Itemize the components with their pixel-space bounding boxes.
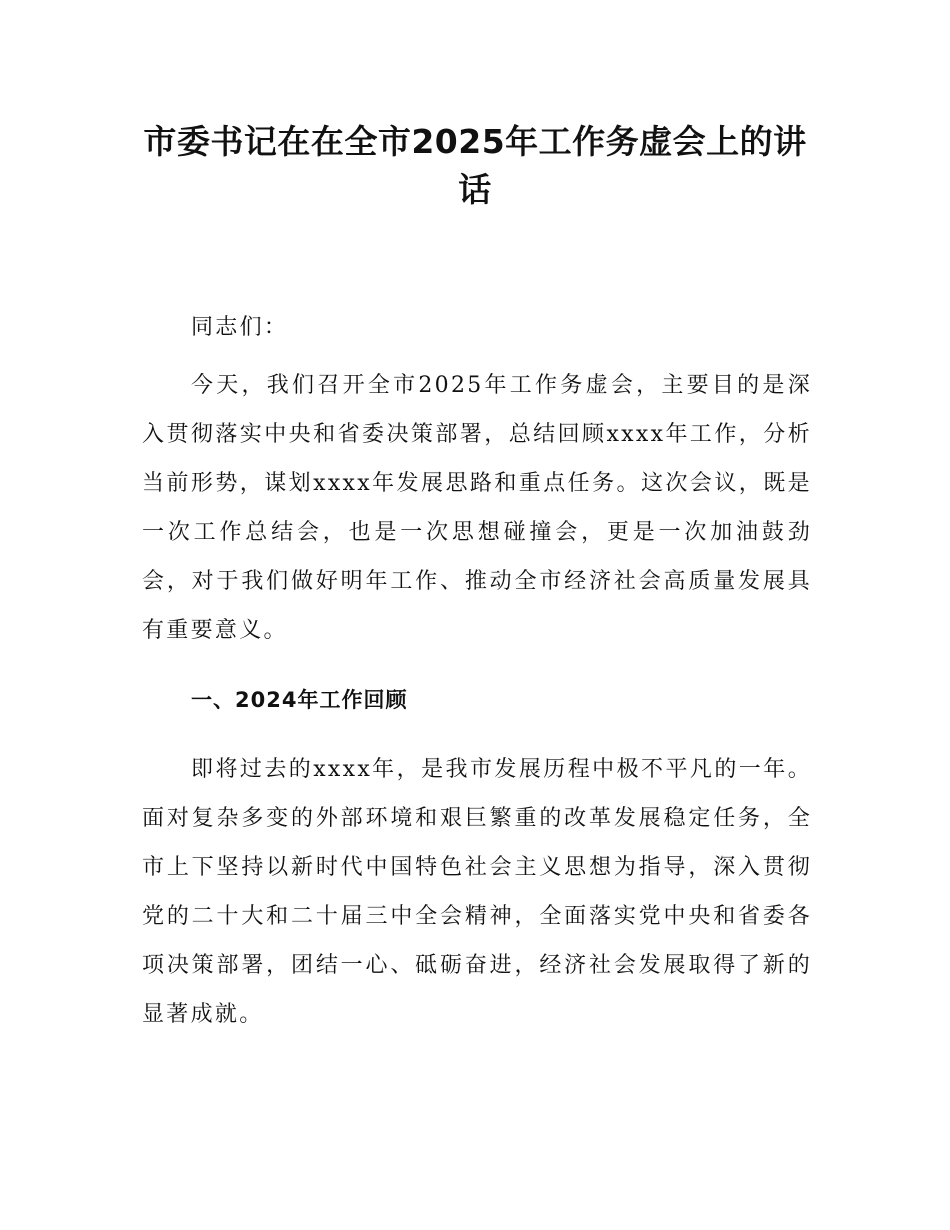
paragraph-review: 即将过去的xxxx年，是我市发展历程中极不平凡的一年。面对复杂多变的外部环境和艰巨繁重的改革发展稳定任务，全市上下坚持以新时代中国特色社会主义思想为指导，深入贯彻党的二十大和二十届三中全会精神，全面落实党中央和省委各项决策部署，团结一心、砥砺奋进，经济社会发展取得了新的显著成就。 [142, 757, 812, 1027]
document-title: 市委书记在在全市2025年工作务虚会上的讲话 [143, 122, 807, 209]
section-heading: 一、2024年工作回顾 [191, 688, 408, 712]
salutation: 同志们： [191, 315, 289, 340]
paragraph-opening: 今天，我们召开全市2025年工作务虚会，主要目的是深入贯彻落实中央和省委决策部署，总结回顾xxxx年工作，分析当前形势，谋划xxxx年发展思路和重点任务。这次会议，既是一次工作总结会，也是一次思想碰撞会，更是一次加油鼓劲会，对于我们做好明年工作、推动全市经济社会高质量发展具有重要意义。 [142, 373, 812, 643]
